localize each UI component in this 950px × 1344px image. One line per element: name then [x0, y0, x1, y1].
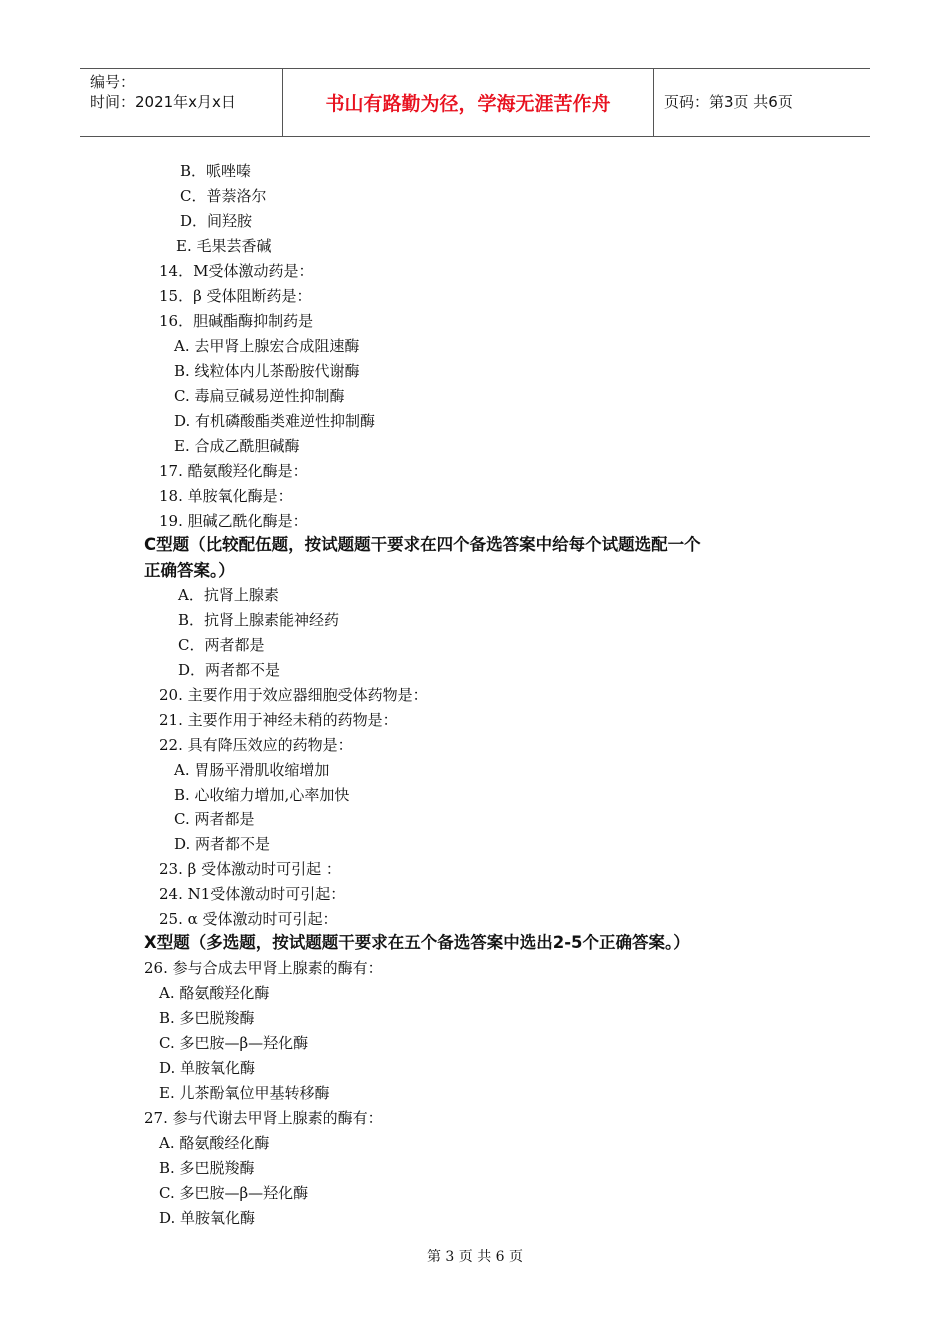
header-meta [80, 69, 282, 136]
section-heading: X型题（多选题，按试题题干要求在五个备选答案中选出2-5个正确答案。） [144, 933, 690, 952]
page-footer: 第 3 页 共 6 页 [426, 1249, 524, 1265]
question-line: 27. 参与代谢去甲肾上腺素的酶有： [144, 1109, 383, 1127]
question-line: 25. α 受体激动时可引起： [159, 910, 338, 928]
option-line: D．两者都不是 [178, 661, 281, 679]
question-line: 26. 参与合成去甲肾上腺素的酶有： [144, 959, 383, 977]
question-line: 14．M受体激动药是： [159, 262, 314, 280]
option-line: B. 线粒体内儿茶酚胺代谢酶 [174, 362, 360, 380]
question-line: 22. 具有降压效应的药物是： [159, 736, 353, 754]
section-heading: C型题（比较配伍题，按试题题干要求在四个备选答案中给每个试题选配一个 [144, 535, 701, 554]
option-line: D. 单胺氧化酶 [159, 1059, 256, 1077]
option-line: A. 胃肠平滑肌收缩增加 [174, 761, 330, 779]
question-line: 15．β 受体阻断药是： [159, 287, 312, 305]
option-line: C. 多巴胺—β—羟化酶 [159, 1184, 309, 1202]
option-line: A．抗肾上腺素 [178, 586, 279, 604]
option-line: E. 毛果芸香碱 [176, 237, 272, 255]
option-line: B. 心收缩力增加,心率加快 [174, 786, 350, 804]
option-line: B. 多巴脱羧酶 [159, 1009, 255, 1027]
option-line: C．两者都是 [178, 636, 265, 654]
option-line: A. 酪氨酸羟化酶 [159, 984, 270, 1002]
page-header [80, 68, 870, 137]
number-label: 编号： [90, 73, 136, 91]
question-line: 21. 主要作用于神经未稍的药物是： [159, 711, 398, 729]
question-line: 19. 胆碱乙酰化酶是： [159, 512, 308, 530]
option-line: D．间羟胺 [180, 212, 253, 230]
question-line: 23. β 受体激动时可引起 ： [159, 860, 341, 878]
header-page-label: 页码：第3页 共6页 [664, 93, 793, 111]
section-heading: 正确答案。） [144, 561, 235, 580]
option-line: D. 有机磷酸酯类难逆性抑制酶 [174, 412, 376, 430]
option-line: A. 酪氨酸经化酶 [159, 1134, 270, 1152]
option-line: D. 单胺氧化酶 [159, 1209, 256, 1227]
option-line: D. 两者都不是 [174, 835, 271, 853]
option-line: E. 儿茶酚氧位甲基转移酶 [159, 1084, 330, 1102]
question-line: 16．胆碱酯酶抑制药是 [159, 312, 314, 330]
header-motto: 书山有路勤为径，学海无涯苦作舟 [325, 93, 611, 115]
option-line: E. 合成乙酰胆碱酶 [174, 437, 300, 455]
option-line: C．普萘洛尔 [180, 187, 267, 205]
question-line: 18. 单胺氧化酶是： [159, 487, 293, 505]
time-label: 时间：2021年x月x日 [90, 93, 236, 111]
option-line: C. 毒扁豆碱易逆性抑制酶 [174, 387, 345, 405]
option-line: C. 两者都是 [174, 810, 255, 828]
option-line: B．哌唑嗪 [180, 162, 252, 180]
header-divider [653, 69, 654, 136]
option-line: B. 多巴脱羧酶 [159, 1159, 255, 1177]
option-line: C. 多巴胺—β—羟化酶 [159, 1034, 309, 1052]
question-line: 24. N1受体激动时可引起： [159, 885, 346, 903]
option-line: A. 去甲肾上腺宏合成阻速酶 [174, 337, 360, 355]
question-line: 17. 酷氨酸羟化酶是： [159, 462, 308, 480]
question-line: 20. 主要作用于效应器细胞受体药物是： [159, 686, 428, 704]
option-line: B．抗肾上腺素能神经药 [178, 611, 340, 629]
